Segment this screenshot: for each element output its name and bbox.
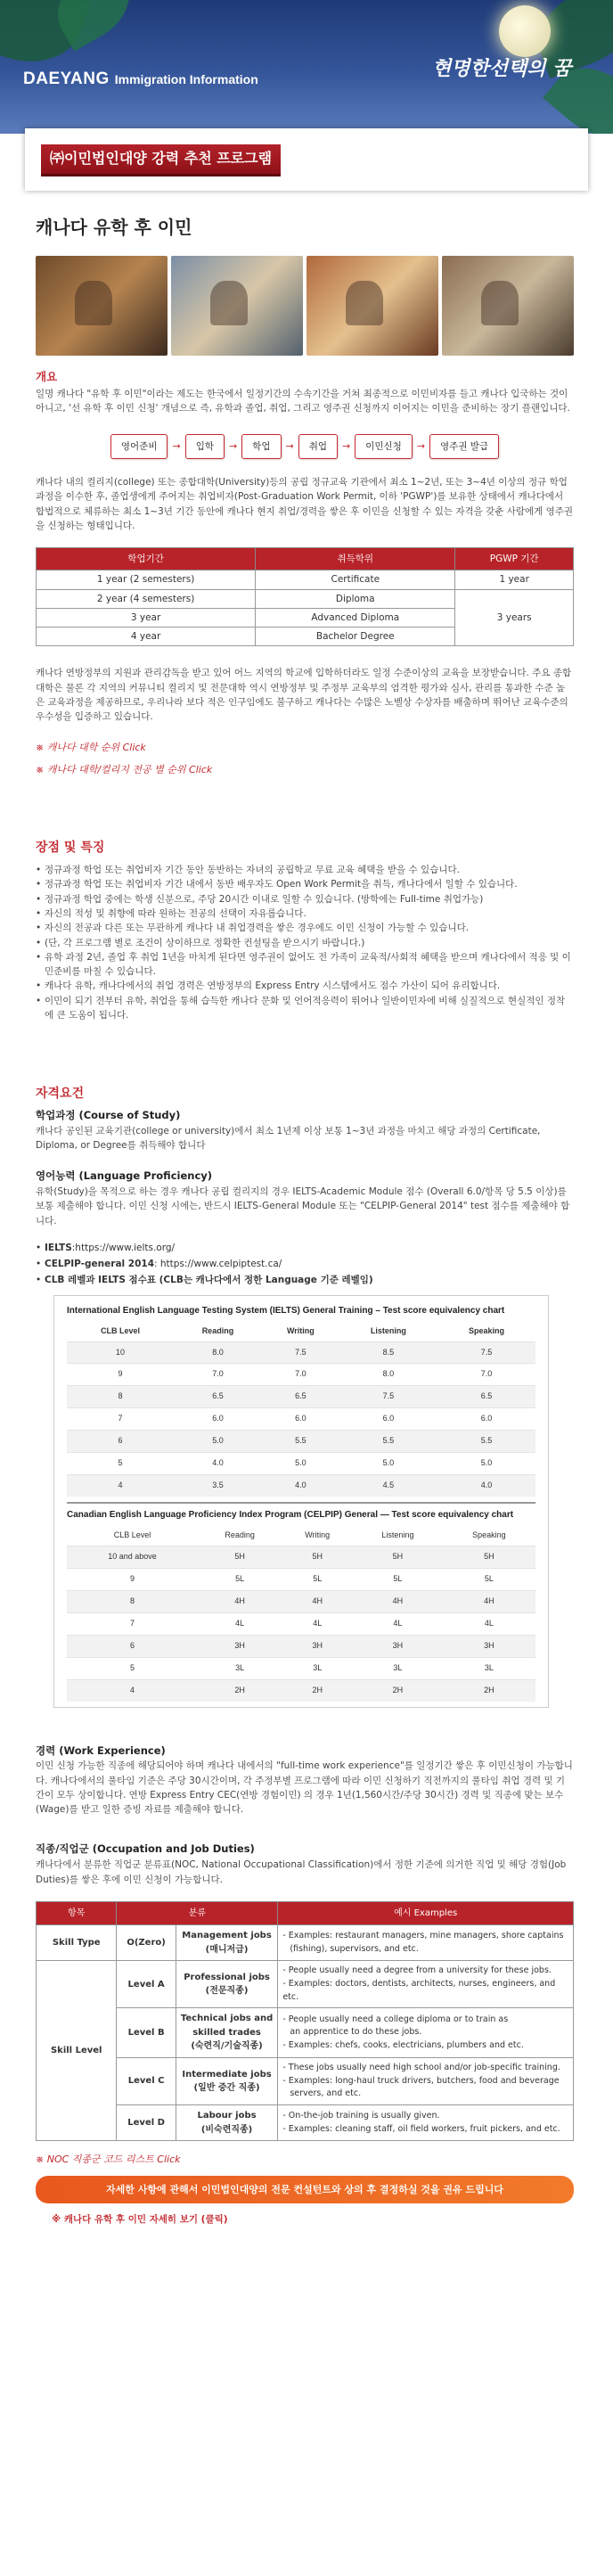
table-cell: [278, 1961, 574, 2008]
celpip-chart-title: Canadian English Language Proficiency Index Program (CELPIP) General — Test score equivalency chart: [67, 1510, 514, 1521]
celpip-table: [67, 1526, 535, 1702]
list-item: • 자신의 적성 및 취향에 따라 원하는 전공의 선택이 자유롭습니다.: [36, 907, 574, 921]
job-name: Labour jobs: [197, 2111, 257, 2121]
table-cell: 4L: [198, 1612, 282, 1635]
table-cell: 1 year: [455, 570, 574, 589]
requirements-heading: 자격요건: [36, 1087, 85, 1102]
table-cell: 5.5: [437, 1431, 535, 1453]
bullet-label: CLB 레벨과 IELTS 점수표 (CLB는 캐나다에서 정한 Language 기준 레벨임): [45, 1275, 373, 1286]
table-row: [67, 1657, 535, 1679]
table-cell: 4L: [443, 1612, 535, 1635]
flow-step: 이민신청: [355, 434, 413, 459]
table-cell: Level A: [117, 1961, 176, 2008]
table-cell: 3.5: [174, 1475, 262, 1497]
table-cell: 4H: [353, 1590, 443, 1612]
noc-table: [36, 1901, 574, 2141]
overview-text: 일명 캐나다 "유학 후 이민"이라는 제도는 한국에서 일정기간의 수속기간을 거쳐 최종적으로 이민비자를 들고 캐나다 입국하는 것이 아니고, '선 유학 후 이민 신청' 개념으로 즉, 유학과 졸업, 취업, 그리고 영주권 신청까지 이어지는 이민을 준비하는 장기 플랜입니다.: [36, 389, 570, 414]
features-list: [36, 863, 574, 1022]
table-cell: [278, 1925, 574, 1961]
table-cell: 3L: [282, 1657, 353, 1679]
students-photo: [36, 256, 168, 356]
consult-banner: 자세한 사항에 관해서 이민법인대양의 전문 컨설턴트와 상의 후 결정하실 것을 권유 드립니다: [36, 2176, 574, 2203]
table-header: PGWP 기간: [455, 548, 574, 570]
example-line: - People usually need a degree from a university for these jobs.: [282, 1965, 552, 1976]
table-cell: 4.5: [339, 1475, 437, 1497]
study-text: 캐나다 공인된 교육기관(college or university)에서 최소 1년제 이상 보통 1~3년 과정을 마치고 해당 과정의 Certificate, Diploma, or Degree를 취득해야 합니다: [36, 1125, 541, 1151]
table-cell: 7.0: [437, 1364, 535, 1386]
table-header: Speaking: [468, 1325, 504, 1335]
flow-step: 취업: [298, 434, 338, 459]
table-cell: 3L: [353, 1657, 443, 1679]
table-cell: 5H: [282, 1546, 353, 1569]
table-cell: 7.0: [174, 1364, 262, 1386]
job-name: Professional jobs: [184, 1972, 270, 1982]
job-name: Management jobs: [182, 1931, 272, 1941]
more-details-link[interactable]: ※ 캐나다 유학 후 이민 자세히 보기 (클릭): [52, 2214, 228, 2226]
table-cell: 5L: [282, 1568, 353, 1590]
list-item: • 유학 과정 2년, 졸업 후 취업 1년을 마치게 된다면 영주권이 없어도 전 가족이 교육적/사회적 혜택을 받으며 캐나다에서 적응 및 이민준비를 마칠 수 있습니다.: [36, 950, 574, 980]
intro-text: 캐나다 내의 컬리지(college) 또는 종합대학(University)등의 공립 정규교육 기관에서 최소 1~2년, 또는 3~4년 이상의 정규 학업 과정을 이수한 후, 졸업생에게 주어지는 취업비자(Post-Graduation Work Permit, 이하 'PGWP')를 보유한 상태에서 캐나다에서 합법적으로 체류하는 최소 1~3년 기간 동안에 캐나다 현지 취업/경력을 쌓은 후 이민을 신청할 수 있는 자격을 갖춘 사람에게 영주권을 신청하는 형태입니다.: [36, 476, 574, 531]
table-row: [67, 1453, 535, 1475]
table-cell: 3L: [443, 1657, 535, 1679]
table-cell: 8: [67, 1590, 198, 1612]
table-cell: 10: [67, 1341, 174, 1364]
list-item: • (단, 각 프로그램 별로 조건이 상이하므로 정확한 컨설팅을 받으시기 바랍니다.): [36, 936, 574, 950]
list-item: • 자신의 전공과 다른 또는 무관하게 캐나다 내 취업경력을 쌓은 경우에도 이민 신청이 가능할 수 있습니다.: [36, 921, 574, 935]
table-cell: 4: [67, 1679, 198, 1701]
occupation-text: 캐나다에서 분류한 직업군 분류표(NOC, National Occupational Classification)에서 정한 기준에 의거한 직업 및 해당 경험(Job Duties)를 쌓은 후에 이민 신청이 가능합니다.: [36, 1859, 567, 1885]
study-title: 학업과정 (Course of Study): [36, 1108, 181, 1121]
top-header: [0, 0, 613, 134]
table-cell: 2H: [282, 1679, 353, 1701]
table-cell: 6: [67, 1431, 174, 1453]
table-cell: 3H: [443, 1635, 535, 1657]
table-cell: 5.0: [339, 1453, 437, 1475]
table-cell: [176, 1925, 278, 1961]
table-cell: Level B: [117, 2008, 176, 2058]
table-cell: 5L: [198, 1568, 282, 1590]
table-header: 취득학위: [256, 548, 455, 570]
ielts-chart-title: International English Language Testing System (IELTS) General Training – Test score equivalency chart: [67, 1305, 505, 1316]
table-row: [67, 1635, 535, 1657]
table-row: [37, 589, 574, 608]
students-photo: [171, 256, 303, 356]
table-row: [37, 2105, 574, 2141]
table-row: [67, 1590, 535, 1612]
table-header: Writing: [286, 1325, 315, 1335]
table-cell: 2H: [353, 1679, 443, 1701]
table-cell: 1 year (2 semesters): [37, 570, 256, 589]
table-cell: [176, 2057, 278, 2104]
table-cell: [278, 2105, 574, 2141]
page-title: 캐나다 유학 후 이민: [36, 216, 192, 238]
college-rank-link[interactable]: ※ 캐나다 대학/컬리지 전공 별 순위 Click: [36, 764, 213, 776]
table-cell: 5H: [353, 1546, 443, 1569]
table-row: [67, 1568, 535, 1590]
table-cell: 4.0: [262, 1475, 339, 1497]
table-header: Speaking: [472, 1530, 506, 1540]
ielts-link[interactable]: [36, 1241, 574, 1255]
list-item: • 이민이 되기 전부터 유학, 취업을 통해 습득한 캐나다 문화 및 언어적응력이 뛰어나 일반이민자에 비해 실질적으로 현실적인 정착에 큰 도움이 됩니다.: [36, 994, 574, 1023]
table-cell: Diploma: [256, 589, 455, 608]
flow-step: 영어준비: [110, 434, 168, 459]
table-cell: 8: [67, 1386, 174, 1408]
table-cell: 4.0: [437, 1475, 535, 1497]
arrow-right-icon: →: [228, 440, 238, 453]
flow-step: 입학: [185, 434, 225, 459]
bullet-label: IELTS: [45, 1242, 72, 1253]
language-links: [36, 1241, 574, 1288]
table-cell: 3 years: [455, 589, 574, 646]
table-header: CLB Level: [113, 1530, 151, 1540]
table-cell: 6.5: [174, 1386, 262, 1408]
job-name-kr: (매니저급): [205, 1944, 249, 1955]
job-name-kr: (전문직종): [205, 1986, 249, 1997]
main-content: [0, 214, 613, 2263]
after-table-text: 캐나다 연방정부의 지원과 관리감독을 받고 있어 어느 지역의 학교에 입학하더라도 일정 수준이상의 교육을 보장받습니다. 주요 종합대학은 물론 각 지역의 커뮤니티 컬리지 및 전문대학 역시 연방정부 및 주정부 교육부의 엄격한 평가와 심사, 관리를 통과한 수준 높은 교육과정을 제공하므로, 우리나라 보다 적은 인구임에도 불구하고 캐나다는 수많은 노벨상 수상자를 배출하며 뛰어난 교육수준의 우수성을 입증하고 있습니다.: [36, 668, 572, 723]
table-cell: 5L: [443, 1568, 535, 1590]
table-cell: 4L: [282, 1612, 353, 1635]
table-cell: 7.5: [339, 1386, 437, 1408]
table-cell: 6.0: [262, 1408, 339, 1431]
score-chart: [53, 1295, 549, 1708]
arrow-right-icon: →: [172, 440, 181, 453]
table-row: [67, 1408, 535, 1431]
flow-step: 영주권 발급: [429, 434, 499, 459]
table-cell: [176, 1961, 278, 2008]
table-cell: 8.0: [174, 1341, 262, 1364]
example-line: - People usually need a college diploma or to train as: [282, 2014, 509, 2024]
table-cell: 5.5: [339, 1431, 437, 1453]
program-banner-card: [25, 128, 588, 191]
table-cell: 10 and above: [67, 1546, 198, 1569]
brand-logo[interactable]: [23, 66, 258, 92]
table-row: [67, 1431, 535, 1453]
language-text: 유학(Study)을 목적으로 하는 경우 캐나다 공립 컬리지의 경우 IELTS-Academic Module 점수 (Overall 6.0/항목 당 5.5 이상)를 보통 제출해야 합니다. 이민 신청 시에는, 반드시 IELTS-General Module 또는 "CELPIP-General 2014" test 점수를 제출해야 합니다.: [36, 1185, 570, 1226]
table-row: [37, 570, 574, 589]
example-line: - Examples: cleaning staff, oil field workers, fruit pickers, and etc.: [282, 2123, 560, 2134]
example-line: - Examples: doctors, dentists, architects, nurses, engineers, and etc.: [282, 1979, 556, 2002]
table-cell: 4H: [443, 1590, 535, 1612]
moon-image: [499, 5, 551, 57]
table-row: [67, 1546, 535, 1569]
job-name-kr: (일반 중간 직종): [193, 2083, 260, 2094]
list-item: • 정규과정 학업 중에는 학생 신분으로, 주당 20시간 이내로 일할 수 있습니다. (방학에는 Full-time 취업가능): [36, 892, 574, 907]
clb-note: [36, 1273, 574, 1287]
table-cell: Certificate: [256, 570, 455, 589]
features-heading: 장점 및 특징: [36, 840, 105, 855]
table-cell: Level D: [117, 2105, 176, 2141]
flow-step: 학업: [241, 434, 281, 459]
noc-list-link[interactable]: ※ NOC 직종군 코드 리스트 Click: [36, 2154, 181, 2166]
table-cell: [176, 2008, 278, 2058]
table-row: [37, 2057, 574, 2104]
table-cell: 5: [67, 1657, 198, 1679]
job-name-kr: (비숙련직종): [200, 2124, 253, 2135]
arrow-right-icon: →: [342, 440, 351, 453]
table-row: [37, 1925, 574, 1961]
table-header: CLB Level: [101, 1325, 141, 1335]
table-cell: 3H: [282, 1635, 353, 1657]
occupation-title: 직종/직업군 (Occupation and Job Duties): [36, 1842, 255, 1856]
list-item: • 정규과정 학업 또는 취업비자 기간 내에서 동반 배우자도 Open Work Permit을 취득, 캐나다에서 일할 수 있습니다.: [36, 877, 574, 891]
table-cell: 7.5: [437, 1341, 535, 1364]
bullet-label: CELPIP-general 2014: [45, 1259, 155, 1270]
table-cell: 5.0: [437, 1453, 535, 1475]
table-cell: [278, 2008, 574, 2058]
table-header: Reading: [201, 1325, 234, 1335]
table-header: Writing: [305, 1530, 331, 1540]
ielts-table: [67, 1322, 535, 1497]
table-row: [67, 1386, 535, 1408]
table-cell: 3H: [198, 1635, 282, 1657]
example-line: - Examples: long-haul truck drivers, butchers, food and beverage: [282, 2075, 560, 2086]
job-name: Intermediate jobs: [182, 2069, 272, 2080]
table-header: 예시 Examples: [278, 1901, 574, 1925]
table-cell: 2H: [443, 1679, 535, 1701]
program-banner-title: ㈜이민법인대양 강력 추천 프로그램: [41, 144, 281, 176]
example-line: an apprentice to do these jobs.: [290, 2027, 422, 2038]
table-row: [37, 1961, 574, 2008]
table-cell: Skill Type: [37, 1925, 117, 1961]
table-cell: 7: [67, 1612, 198, 1635]
table-cell: 8.5: [339, 1341, 437, 1364]
job-name: Technical jobs and skilled trades: [180, 2014, 274, 2038]
table-cell: 5.0: [174, 1431, 262, 1453]
table-cell: 7.5: [262, 1341, 339, 1364]
table-row: [67, 1612, 535, 1635]
table-row: [67, 1475, 535, 1497]
table-row: [37, 2008, 574, 2058]
experience-text: 이민 신청 가능한 직종에 해당되어야 하며 캐나다 내에서의 "full-time work experience"를 일정기간 쌓은 후 이민신청이 가능합니다. 캐나다에서의 풀타임 기준은 주당 30시간이며, 각 주정부별 프로그램에 따라 이민 신청하기 직전까지의 풀타임 취업 경력 및 기간이 모두 상이합니다. 연방 Express Entry CEC(연방 경험이민) 의 경우 1년(1,560시간/주당 30시간) 경력 및 직종에 맞는 보수(Wage)를 받고 일한 증빙 자료를 제출해야 합니다.: [36, 1760, 573, 1816]
table-cell: 5.5: [262, 1431, 339, 1453]
table-header: 항목: [37, 1901, 117, 1925]
table-cell: 4.0: [174, 1453, 262, 1475]
table-header: 학업기간: [37, 548, 256, 570]
table-cell: 6.5: [262, 1386, 339, 1408]
table-cell: 5L: [353, 1568, 443, 1590]
table-header: 분류: [117, 1901, 278, 1925]
table-cell: 5H: [443, 1546, 535, 1569]
table-cell: 2 year (4 semesters): [37, 589, 256, 608]
example-line: (fishing), supervisors, and etc.: [290, 1943, 419, 1954]
table-cell: 7: [67, 1408, 174, 1431]
table-cell: 6.5: [437, 1386, 535, 1408]
list-item: • 정규과정 학업 또는 취업비자 기간 동안 동반하는 자녀의 공립학교 무료 교육 혜택을 받을 수 있습니다.: [36, 863, 574, 877]
brand-main: DAEYANG: [23, 70, 110, 88]
bullet-value: : https://www.celpiptest.ca/: [154, 1259, 282, 1270]
table-cell: 3 year: [37, 608, 256, 627]
table-cell: O(Zero): [117, 1925, 176, 1961]
table-row: [67, 1341, 535, 1364]
job-name-kr: (숙련직/기술직종): [191, 2041, 263, 2052]
table-cell: [278, 2057, 574, 2104]
divider: [67, 1502, 535, 1504]
students-photo: [442, 256, 574, 356]
example-line: - These jobs usually need high school and/or job-specific training.: [282, 2062, 560, 2072]
table-cell: Level C: [117, 2057, 176, 2104]
table-cell: [176, 2105, 278, 2141]
table-cell: 5.0: [262, 1453, 339, 1475]
table-header: Listening: [381, 1530, 414, 1540]
table-cell: 6.0: [174, 1408, 262, 1431]
example-line: - Examples: chefs, cooks, electricians, plumbers and etc.: [282, 2040, 524, 2051]
table-cell: Skill Level: [37, 1961, 117, 2141]
overview-heading: 개요: [36, 369, 58, 383]
table-cell: 6.0: [339, 1408, 437, 1431]
table-cell: Bachelor Degree: [256, 628, 455, 646]
table-cell: Advanced Diploma: [256, 608, 455, 627]
example-line: - Examples: restaurant managers, mine managers, shore captains: [282, 1931, 564, 1941]
arrow-right-icon: →: [285, 440, 294, 453]
table-header: Reading: [225, 1530, 255, 1540]
table-cell: 5H: [198, 1546, 282, 1569]
table-cell: 4H: [282, 1590, 353, 1612]
table-cell: 4L: [353, 1612, 443, 1635]
table-cell: 4: [67, 1475, 174, 1497]
table-cell: 4 year: [37, 628, 256, 646]
photo-strip: [36, 256, 574, 356]
slogan-logo: 현명한선택의 꿈: [432, 57, 572, 80]
students-photo: [306, 256, 438, 356]
experience-title: 경력 (Work Experience): [36, 1743, 166, 1757]
table-cell: 6: [67, 1635, 198, 1657]
univ-rank-link[interactable]: ※ 캐나다 대학 순위 Click: [36, 742, 146, 754]
arrow-right-icon: →: [416, 440, 426, 453]
table-row: [67, 1679, 535, 1701]
table-row: [67, 1364, 535, 1386]
table-cell: 4H: [198, 1590, 282, 1612]
bullet-value: :https://www.ielts.org/: [71, 1242, 176, 1253]
table-cell: 7.0: [262, 1364, 339, 1386]
example-line: servers, and etc.: [290, 2088, 362, 2099]
table-cell: 3H: [353, 1635, 443, 1657]
list-item: • 캐나다 유학, 캐나다에서의 취업 경력은 연방정부의 Express Entry 시스템에서도 점수 가산이 되어 유리합니다.: [36, 979, 574, 993]
table-cell: 5: [67, 1453, 174, 1475]
table-cell: 6.0: [437, 1408, 535, 1431]
table-cell: 9: [67, 1568, 198, 1590]
table-cell: 9: [67, 1364, 174, 1386]
table-cell: 2H: [198, 1679, 282, 1701]
table-cell: 3L: [198, 1657, 282, 1679]
table-cell: 8.0: [339, 1364, 437, 1386]
brand-sub: Immigration Information: [114, 72, 258, 86]
example-line: - On-the-job training is usually given.: [282, 2110, 440, 2121]
table-header: Listening: [370, 1325, 406, 1335]
process-flow: [36, 434, 574, 459]
language-title: 영어능력 (Language Proficiency): [36, 1169, 213, 1183]
pgwp-table: [36, 547, 574, 646]
celpip-link[interactable]: [36, 1257, 574, 1271]
